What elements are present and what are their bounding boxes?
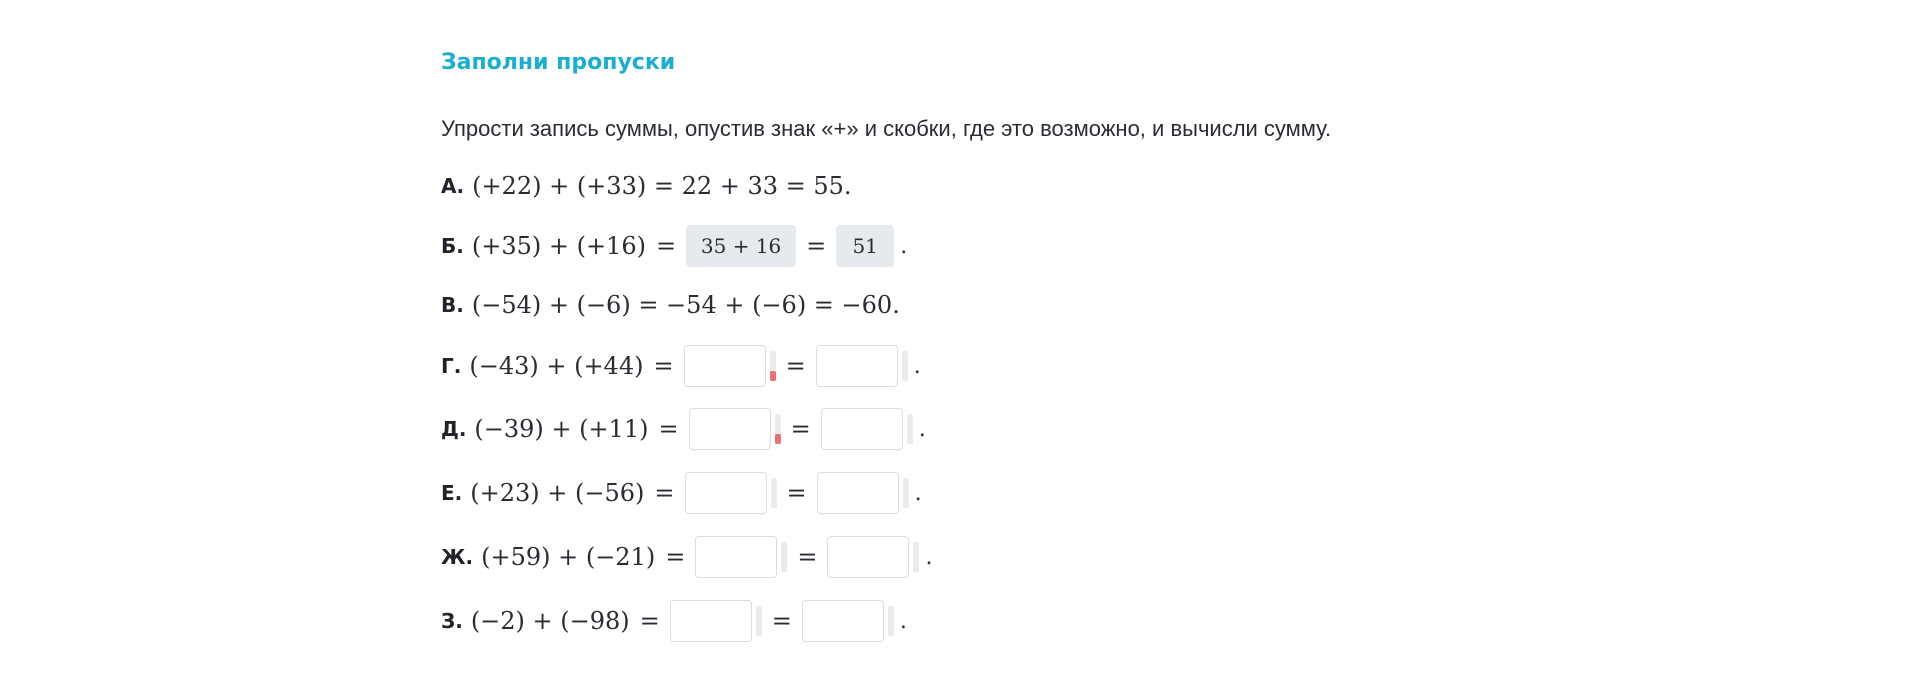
answer-status-indicator	[781, 542, 787, 572]
row-period: .	[899, 608, 907, 634]
equals-sign: =	[771, 607, 792, 635]
row-label: З.	[441, 609, 463, 633]
equals-sign: =	[785, 352, 806, 380]
equals-sign: =	[786, 479, 807, 507]
row-b	[441, 220, 907, 272]
row-expression: (−54) + (−6) = −54 + (−6) = −60	[471, 291, 893, 319]
answer-input-1[interactable]	[670, 600, 752, 642]
equals-sign: =	[654, 479, 675, 507]
row-period: .	[918, 416, 926, 442]
answer-input-2[interactable]	[816, 345, 898, 387]
answer-status-indicator	[756, 606, 762, 636]
row-period: .	[900, 233, 908, 259]
task-title: Заполни пропуски	[441, 50, 676, 75]
task-instruction: Упрости запись суммы, опустив знак «+» и скобки, где это возможно, и вычисли сумму.	[441, 116, 1332, 141]
answer-input-1[interactable]	[689, 408, 771, 450]
answer-status-indicator	[771, 478, 777, 508]
answer-status-indicator	[902, 351, 908, 381]
equals-sign: =	[658, 415, 679, 443]
row-label: А.	[441, 174, 465, 198]
row-e	[441, 467, 922, 519]
answer-box-2: 51	[836, 225, 894, 267]
row-v	[441, 279, 900, 331]
row-label: Д.	[441, 417, 467, 441]
row-label: Г.	[441, 354, 462, 378]
row-label: Б.	[441, 234, 464, 258]
row-expression: (−39) + (+11)	[474, 415, 649, 443]
row-expression: (+22) + (+33) = 22 + 33 = 55	[472, 172, 844, 200]
row-period: .	[892, 291, 900, 319]
answer-input-1[interactable]	[685, 472, 767, 514]
answer-box-1: 35 + 16	[686, 225, 796, 267]
row-period: .	[914, 480, 922, 506]
answer-input-2[interactable]	[817, 472, 899, 514]
row-expression: (−43) + (+44)	[469, 352, 644, 380]
answer-input-2[interactable]	[802, 600, 884, 642]
answer-status-indicator	[770, 351, 776, 381]
answer-input-2[interactable]	[821, 408, 903, 450]
row-expression: (−2) + (−98)	[470, 607, 630, 635]
row-zh	[441, 531, 932, 583]
row-label: В.	[441, 293, 464, 317]
row-expression: (+23) + (−56)	[470, 479, 645, 507]
answer-status-indicator	[888, 606, 894, 636]
row-expression: (+35) + (+16)	[471, 232, 646, 260]
equals-sign: =	[653, 352, 674, 380]
equals-sign: =	[665, 543, 686, 571]
equals-sign: =	[790, 415, 811, 443]
row-a	[441, 160, 852, 212]
answer-status-indicator	[913, 542, 919, 572]
row-d	[441, 403, 926, 455]
row-g	[441, 340, 921, 392]
answer-status-indicator	[903, 478, 909, 508]
row-label: Ж.	[441, 545, 474, 569]
row-label: Е.	[441, 481, 463, 505]
answer-status-indicator	[907, 414, 913, 444]
equals-sign: =	[806, 232, 827, 260]
row-z	[441, 595, 907, 647]
answer-status-indicator	[775, 414, 781, 444]
row-period: .	[913, 353, 921, 379]
equals-sign: =	[639, 607, 660, 635]
equals-sign: =	[797, 543, 818, 571]
answer-input-1[interactable]	[684, 345, 766, 387]
answer-input-2[interactable]	[827, 536, 909, 578]
answer-input-1[interactable]	[695, 536, 777, 578]
row-period: .	[843, 172, 852, 200]
equals-sign: =	[655, 232, 677, 260]
row-period: .	[925, 544, 933, 570]
row-expression: (+59) + (−21)	[481, 543, 656, 571]
